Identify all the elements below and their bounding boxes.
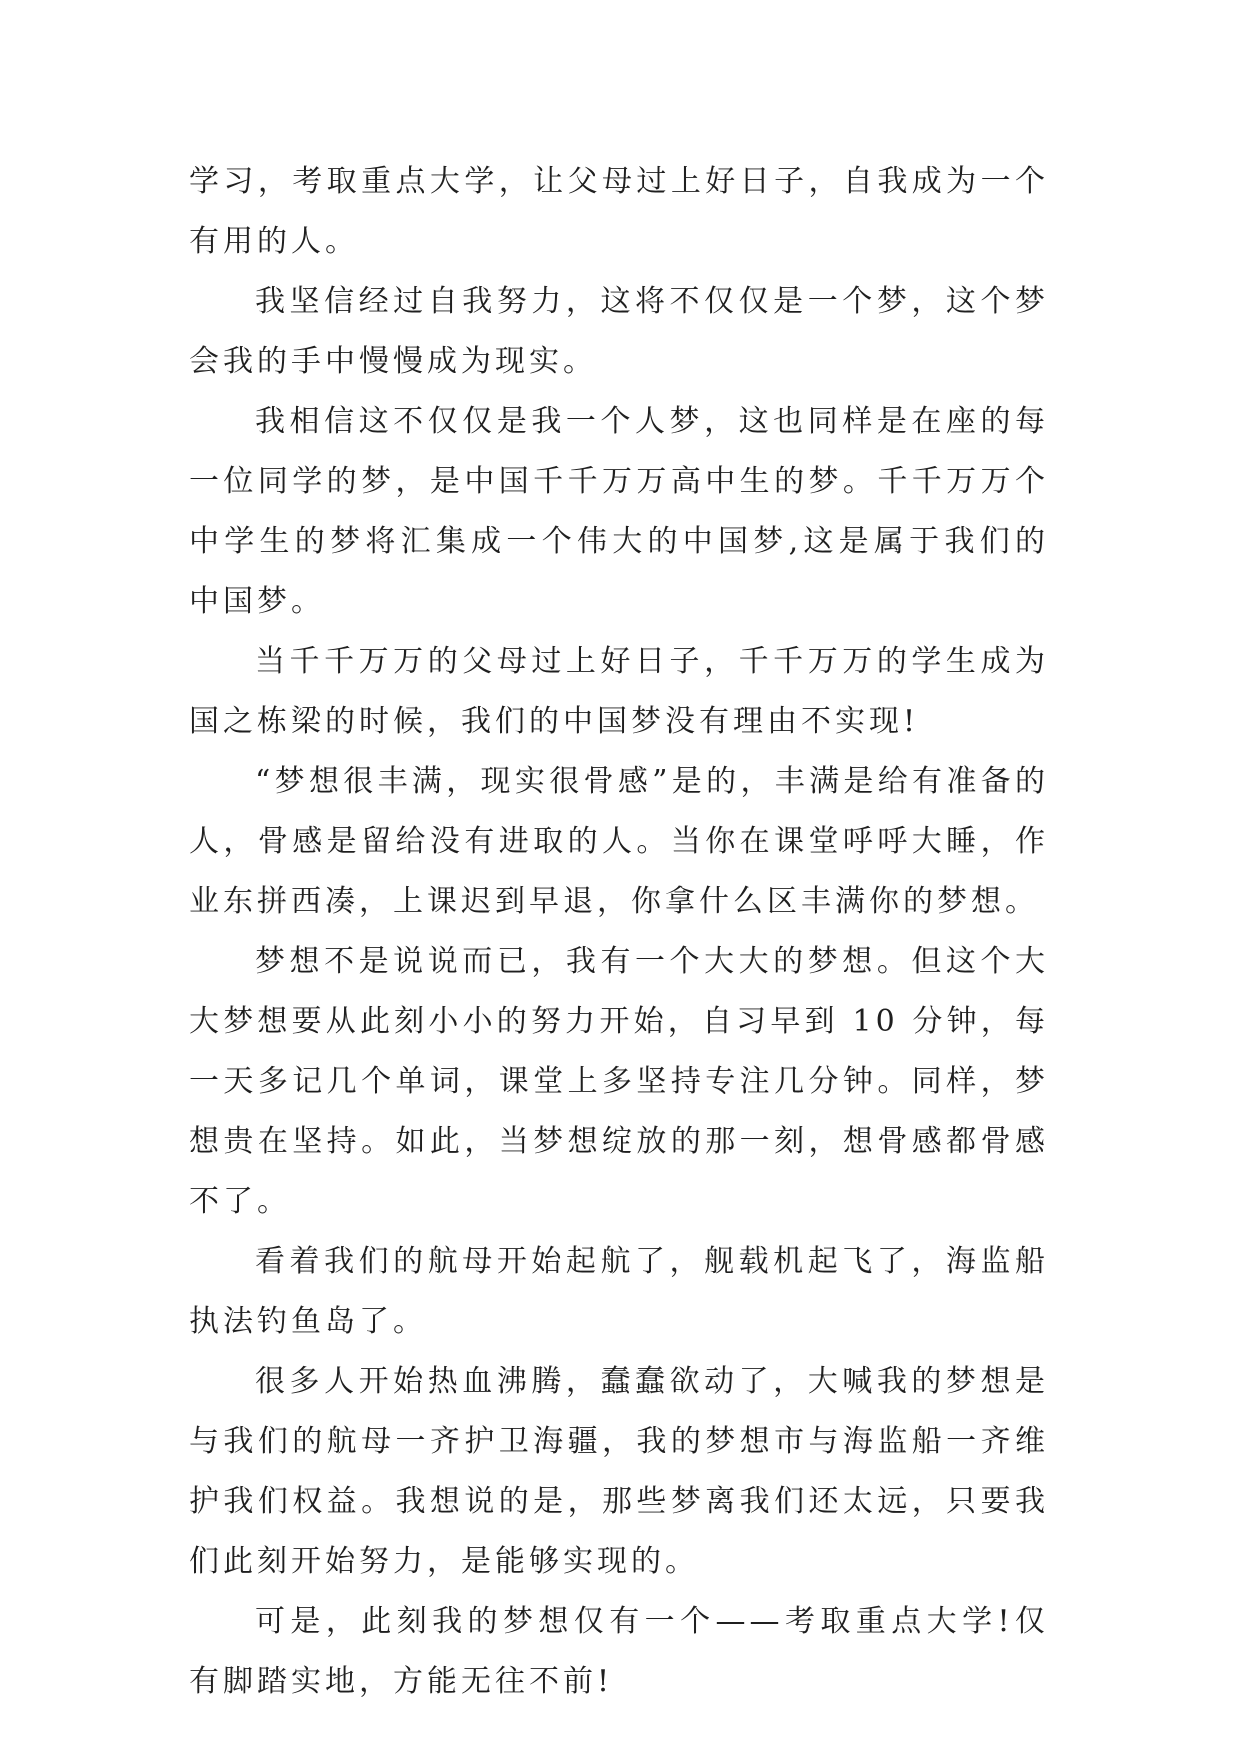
paragraph-3: 我相信这不仅仅是我一个人梦，这也同样是在座的每一位同学的梦，是中国千千万万高中生的梦。千千万万个中学生的梦将汇集成一个伟大的中国梦,这是属于我们的中国梦。 — [189, 404, 1049, 619]
paragraph-1: 学习，考取重点大学，让父母过上好日子，自我成为一个有用的人。 — [189, 164, 1049, 259]
paragraph-8: 很多人开始热血沸腾，蠢蠢欲动了，大喊我的梦想是与我们的航母一齐护卫海疆，我的梦想市与海监船一齐维护我们权益。我想说的是，那些梦离我们还太远，只要我们此刻开始努力，是能够实现的。 — [189, 1364, 1049, 1579]
paragraph-6: 梦想不是说说而已，我有一个大大的梦想。但这个大大梦想要从此刻小小的努力开始，自习早到 10 分钟，每一天多记几个单词，课堂上多坚持专注几分钟。同样，梦想贵在坚持。如此，当梦想绽放的那一刻，想骨感都骨感不了。 — [189, 944, 1049, 1219]
paragraph-5: “梦想很丰满，现实很骨感”是的，丰满是给有准备的人，骨感是留给没有进取的人。当你在课堂呼呼大睡，作业东拼西凑，上课迟到早退，你拿什么区丰满你的梦想。 — [189, 764, 1049, 919]
paragraph-7: 看着我们的航母开始起航了，舰载机起飞了，海监船执法钓鱼岛了。 — [189, 1244, 1049, 1339]
document-body — [189, 152, 1049, 1712]
paragraph-9: 可是，此刻我的梦想仅有一个——考取重点大学!仅有脚踏实地，方能无往不前! — [189, 1604, 1049, 1699]
paragraph-2: 我坚信经过自我努力，这将不仅仅是一个梦，这个梦会我的手中慢慢成为现实。 — [189, 284, 1049, 379]
paragraph-4: 当千千万万的父母过上好日子，千千万万的学生成为国之栋梁的时候，我们的中国梦没有理由不实现! — [189, 644, 1049, 739]
